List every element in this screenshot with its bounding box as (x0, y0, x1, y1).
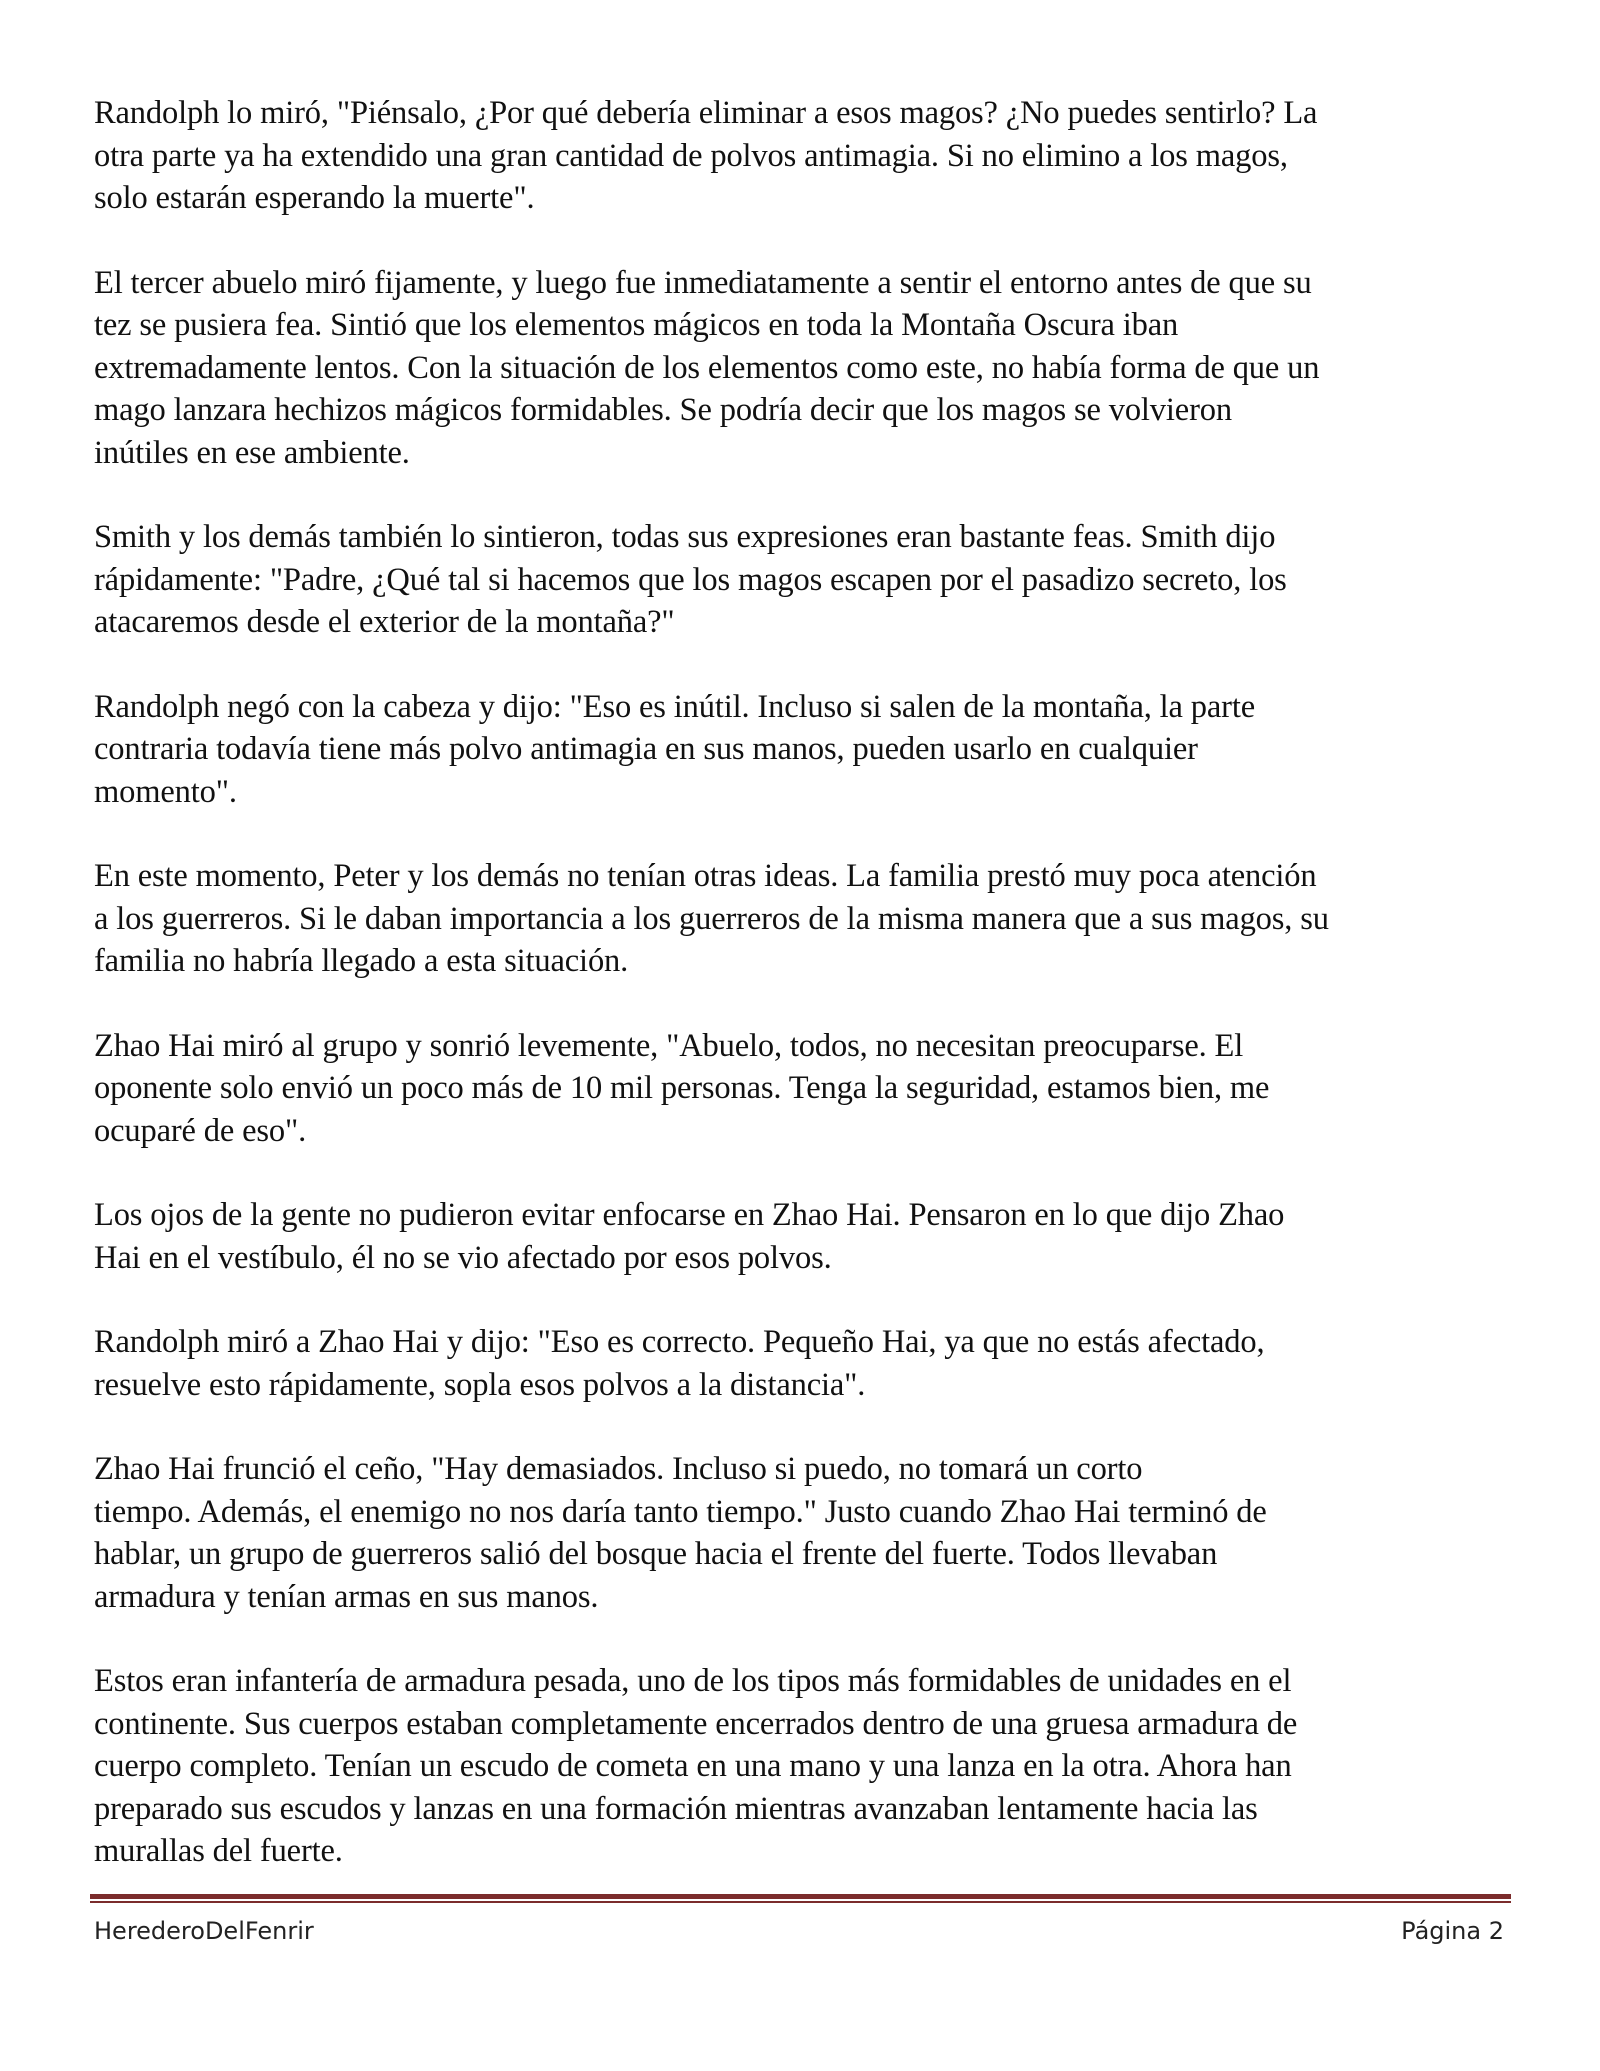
text-line: murallas del fuerte. (94, 1833, 343, 1869)
text-line: Estos eran infantería de armadura pesada, uno de los tipos más formidables de unidades en el (94, 1663, 1292, 1699)
paragraph (94, 516, 1524, 644)
page-number: Página 2 (1401, 1917, 1504, 1945)
text-line: familia no habría llegado a esta situación. (94, 943, 629, 979)
body-text (94, 92, 1524, 1915)
text-line: resuelve esto rápidamente, sopla esos polvos a la distancia". (94, 1366, 866, 1403)
text-line: Los ojos de la gente no pudieron evitar enfocarse en Zhao Hai. Pensaron en lo que dijo Zhao (94, 1197, 1285, 1233)
text-line: continente. Sus cuerpos estaban completamente encerrados dentro de una gruesa armadura de (94, 1705, 1298, 1742)
footer-divider (90, 1894, 1511, 1903)
text-line: momento". (94, 773, 237, 810)
footer-divider-thin (90, 1901, 1511, 1903)
paragraph (94, 92, 1524, 220)
text-line: Smith y los demás también lo sintieron, todas sus expresiones eran bastante feas. Smith dijo (94, 519, 1276, 555)
paragraph (94, 855, 1524, 983)
text-line: tiempo. Además, el enemigo no nos daría tanto tiempo." Justo cuando Zhao Hai terminó de (94, 1493, 1267, 1530)
text-line: El tercer abuelo miró fijamente, y luego fue inmediatamente a sentir el entorno antes de que su (94, 264, 1312, 301)
text-line: tez se pusiera fea. Sintió que los elementos mágicos en toda la Montaña Oscura iban (94, 307, 1179, 343)
text-line: Hai en el vestíbulo, él no se vio afectado por esos polvos. (94, 1239, 832, 1276)
text-line: contraria todavía tiene más polvo antimagia en sus manos, pueden usarlo en cualquier (94, 731, 1198, 767)
paragraph (94, 686, 1524, 814)
text-line: inútiles en ese ambiente. (94, 434, 410, 471)
page-footer (94, 1914, 1504, 1948)
text-line: solo estarán esperando la muerte". (94, 180, 535, 216)
text-line: armadura y tenían armas en sus manos. (94, 1578, 599, 1615)
text-line: preparado sus escudos y lanzas en una formación mientras avanzaban lentamente hacia las (94, 1790, 1258, 1827)
text-line: ocuparé de eso". (94, 1112, 307, 1149)
text-line: otra parte ya ha extendido una gran cantidad de polvos antimagia. Si no elimino a los magos, (94, 137, 1288, 174)
paragraph (94, 1448, 1524, 1618)
paragraph (94, 1025, 1524, 1153)
text-line: a los guerreros. Si le daban importancia a los guerreros de la misma manera que a sus magos, su (94, 900, 1329, 937)
paragraph (94, 262, 1524, 475)
footer-author: HerederoDelFenrir (94, 1917, 314, 1945)
text-line: hablar, un grupo de guerreros salió del bosque hacia el frente del fuerte. Todos llevaban (94, 1536, 1218, 1572)
text-line: atacaremos desde el exterior de la montaña?" (94, 604, 675, 640)
text-line: Randolph miró a Zhao Hai y dijo: "Eso es correcto. Pequeño Hai, ya que no estás afectado, (94, 1324, 1265, 1360)
text-line: cuerpo completo. Tenían un escudo de cometa en una mano y una lanza en la otra. Ahora han (94, 1748, 1292, 1784)
paragraph (94, 1194, 1524, 1279)
text-line: Randolph negó con la cabeza y dijo: "Eso es inútil. Incluso si salen de la montaña, la parte (94, 688, 1256, 725)
text-line: rápidamente: "Padre, ¿Qué tal si hacemos que los magos escapen por el pasadizo secreto, los (94, 561, 1287, 598)
footer-divider-thick (90, 1894, 1511, 1899)
text-line: oponente solo envió un poco más de 10 mil personas. Tenga la seguridad, estamos bien, me (94, 1070, 1270, 1106)
text-line: Randolph lo miró, "Piénsalo, ¿Por qué debería eliminar a esos magos? ¿No puedes sentirlo? La (94, 95, 1318, 131)
text-line: En este momento, Peter y los demás no tenían otras ideas. La familia prestó muy poca atención (94, 858, 1317, 894)
text-line: extremadamente lentos. Con la situación de los elementos como este, no había forma de que un (94, 349, 1320, 386)
paragraph (94, 1321, 1524, 1406)
paragraph (94, 1660, 1524, 1873)
text-line: Zhao Hai frunció el ceño, "Hay demasiados. Incluso si puedo, no tomará un corto (94, 1451, 1143, 1487)
text-line: Zhao Hai miró al grupo y sonrió levemente, "Abuelo, todos, no necesitan preocuparse. El (94, 1027, 1244, 1064)
text-line: mago lanzara hechizos mágicos formidables. Se podría decir que los magos se volvieron (94, 392, 1232, 428)
